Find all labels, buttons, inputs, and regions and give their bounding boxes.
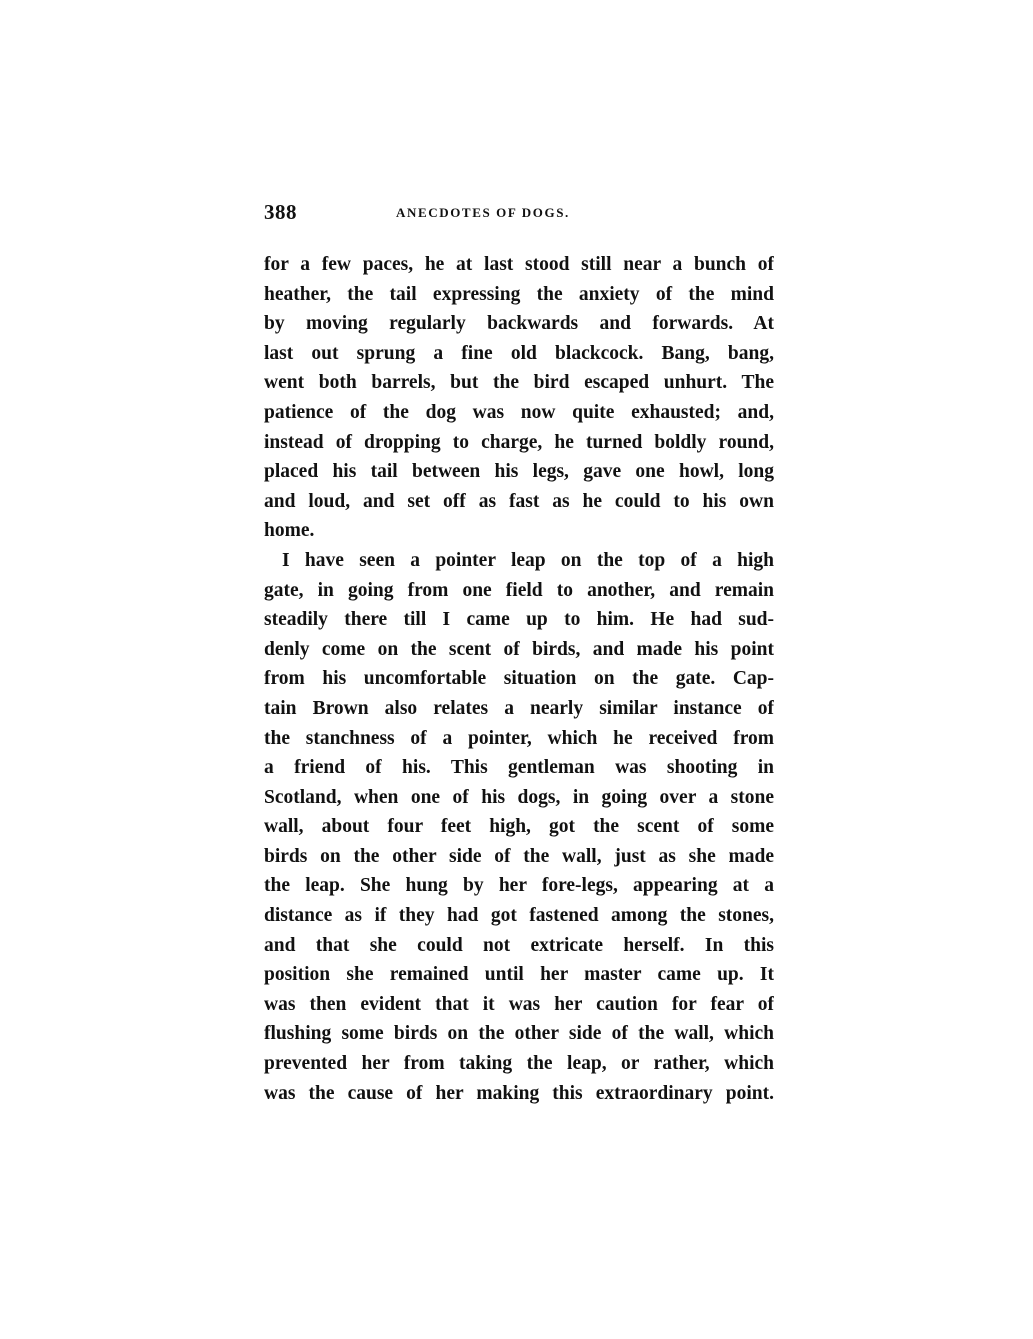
text-line: tain Brown also relates a nearly similar instance of (264, 697, 774, 719)
text-line: placed his tail between his legs, gave one howl, long (264, 461, 774, 483)
running-head: ANECDOTES OF DOGS. (396, 205, 570, 220)
text-line: the leap. She hung by her fore-legs, appearing at a (264, 875, 774, 897)
text-line: Scotland, when one of his dogs, in going over a stone (264, 786, 774, 808)
text-line: distance as if they had got fastened among the stones, (264, 905, 774, 927)
text-line: wall, about four feet high, got the scent of some (264, 816, 774, 838)
paragraph-end-line: home. (264, 520, 315, 542)
paragraph-start-line: I have seen a pointer leap on the top of a high (282, 549, 774, 571)
text-line: flushing some birds on the other side of the wall, which (264, 1023, 774, 1045)
text-line: by moving regularly backwards and forwards. At (264, 313, 774, 335)
page-number: 388 (264, 200, 297, 224)
text-line: gate, in going from one field to another, and remain (264, 579, 774, 601)
text-line: heather, the tail expressing the anxiety of the mind (264, 283, 774, 305)
text-line: steadily there till I came up to him. He had sud- (264, 609, 774, 631)
text-line: and that she could not extricate herself. In this (264, 934, 774, 956)
text-line: from his uncomfortable situation on the gate. Cap- (264, 668, 774, 690)
text-line: a friend of his. This gentleman was shooting in (264, 757, 774, 779)
text-line: went both barrels, but the bird escaped unhurt. The (264, 372, 774, 394)
text-line: denly come on the scent of birds, and made his point (264, 638, 774, 660)
text-line: last out sprung a fine old blackcock. Bang, bang, (264, 342, 774, 364)
text-line: the stanchness of a pointer, which he received from (264, 727, 774, 749)
text-line: birds on the other side of the wall, just as she made (264, 845, 774, 867)
text-line: was then evident that it was her caution for fear of (264, 993, 774, 1015)
text-line: was the cause of her making this extraordinary point. (264, 1082, 774, 1104)
text-line: position she remained until her master came up. It (264, 964, 774, 986)
text-line: and loud, and set off as fast as he could to his own (264, 490, 774, 512)
text-line: prevented her from taking the leap, or rather, which (264, 1053, 774, 1075)
text-line: instead of dropping to charge, he turned boldly round, (264, 431, 774, 453)
page-header (264, 200, 774, 230)
text-line: patience of the dog was now quite exhausted; and, (264, 401, 774, 423)
body-text (264, 250, 774, 1108)
text-line: for a few paces, he at last stood still near a bunch of (264, 254, 774, 275)
